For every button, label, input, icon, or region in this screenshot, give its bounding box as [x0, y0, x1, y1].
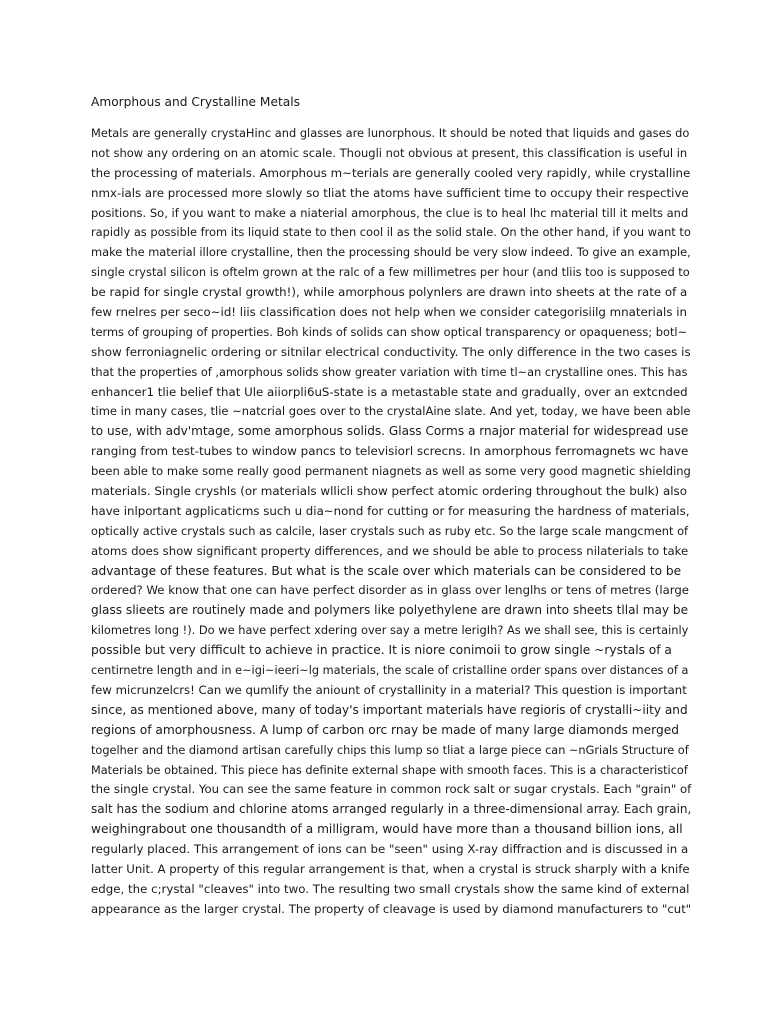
- body-text-line: appearance as the larger crystal. The property of cleavage is used by diamond manufacturers to "cut": [91, 901, 692, 916]
- body-text-line: weighingrabout one thousandth of a milligram, would have more than a thousand billion ions, all: [91, 822, 683, 837]
- body-text-line: latter Unit. A property of this regular arrangement is that, when a crystal is struck sharply with a knife: [91, 861, 690, 876]
- body-text-line: possible but very difficult to achieve in practice. It is niore conimoii to grow single ~rystals of a: [91, 643, 672, 658]
- body-text-line: be rapid for single crystal growth!), while amorphous polynlers are drawn into sheets at the rate of a: [91, 285, 688, 300]
- body-text-line: single crystal silicon is oftelm grown at the ralc of a few millimetres per hour (and tliis too is supposed to: [91, 265, 690, 280]
- body-text-line: edge, the c;rystal "cleaves" into two. The resulting two small crystals show the same kind of external: [91, 881, 690, 896]
- body-text-line: glass slieets are routinely made and polymers like polyethylene are drawn into sheets tllal may be: [91, 603, 689, 618]
- body-text-line: since, as mentioned above, many of today's important materials have regioris of crystalli~iity and: [91, 702, 688, 717]
- body-text-line: positions. So, if you want to make a niaterial amorphous, the clue is to heal lhc material till it melts and: [91, 205, 689, 220]
- body-text-line: few micrunzelcrs! Can we qumlify the aniount of crystallinity in a material? This question is important: [91, 682, 687, 697]
- body-text-line: atoms does show significant property differences, and we should be able to process nilaterials to take: [91, 543, 689, 558]
- body-text-line: regularly placed. This arrangement of ions can be "seen" using X-ray diffraction and is discussed in a: [91, 842, 689, 857]
- body-text-line: togelher and the diamond artisan carefully chips this lump so tliat a large piece can ~nGrials Structure of: [91, 743, 689, 757]
- body-text-line: Materials be obtained. This piece has definite external shape with smooth faces. This is a characteristicof: [91, 763, 688, 777]
- body-text-line: show ferroniagnelic ordering or sitnilar electrical conductivity. The only difference in the two cases is: [91, 344, 691, 359]
- body-text-line: advantage of these features. But what is the scale over which materials can be considered to be: [91, 563, 682, 578]
- body-text-line: ranging from test-tubes to window pancs to televisiorl screcns. In amorphous ferromagnets wc have: [91, 444, 689, 459]
- body-text-line: centirnetre length and in e~igi~ieeri~lg materials, the scale of cristalline order spans over distances of a: [91, 664, 689, 678]
- body-text-line: regions of amorphousness. A lump of carbon orc rnay be made of many large diamonds merged: [91, 722, 679, 737]
- body-text-line: ordered? We know that one can have perfect disorder as in glass over lenglhs or tens of metres (large: [91, 583, 689, 598]
- body-text-line: time in many cases, tlie ~natcrial goes over to the crystalAine slate. And yet, today, we have been able: [91, 404, 691, 419]
- body-text-line: been able to make some really good permanent niagnets as well as some very good magnetic shielding: [91, 464, 691, 479]
- body-text-line: kilometres long !). Do we have perfect xdering over say a metre lerigIh? As we shall see, this is certainly: [91, 623, 689, 638]
- body-text-line: terms of grouping of properties. Boh kinds of solids can show optical transparency or opaqueness; botl~: [91, 324, 688, 339]
- body-text-line: that the properties of ,amorphous solids show greater variation with time tl~an crystalline ones. This has: [91, 365, 688, 379]
- body-text-line: few rnelres per seco~id! liis classification does not help when we consider categorisiilg mnaterials in: [91, 305, 687, 320]
- body-text-line: nmx-ials are processed more slowly so tliat the atoms have sufficient time to occupy their respective: [91, 185, 689, 200]
- body-text-line: the processing of materials. Amorphous m~terials are generally cooled very rapidly, while crystalline: [91, 165, 691, 180]
- body-text-line: salt has the sodium and chlorine atoms arranged regularly in a three-dimensional array. Each grain,: [91, 802, 692, 817]
- document-title: Amorphous and Crystalline Metals: [91, 95, 300, 109]
- body-text-line: make the material illore crystalline, then the processing should be very slow indeed. To give an example,: [91, 245, 691, 260]
- document-body: [91, 124, 691, 920]
- body-text-line: rapidly as possible from its liquid state to then cool il as the solid stale. On the other hand, if you want to: [91, 225, 691, 240]
- body-text-line: materials. Single cryshls (or materials wllicli show perfect atomic ordering throughout the bulk) also: [91, 484, 688, 499]
- body-text-line: enhancer1 tlie belief that Ule aiiorpli6uS-state is a metastable state and gradually, over an extcnded: [91, 384, 688, 399]
- body-text-line: the single crystal. You can see the same feature in common rock salt or sugar crystals. Each "grain" of: [91, 782, 692, 797]
- body-text-line: not show any ordering on an atomic scale. Thougli not obvious at present, this classification is useful in: [91, 145, 688, 160]
- body-text-line: optically active crystals such as calcile, laser crystals such as ruby etc. So the large scale mangcment of: [91, 523, 689, 538]
- body-text-line: have inlportant agplicaticms such u dia~nond for cutting or for measuring the hardness of materials,: [91, 503, 690, 518]
- body-text-line: Metals are generally crystaHinc and glasses are lunorphous. It should be noted that liquids and gases do: [91, 126, 690, 140]
- body-text-line: to use, with adv'mtage, some amorphous solids. Glass Corms a rnajor material for widespread use: [91, 424, 689, 439]
